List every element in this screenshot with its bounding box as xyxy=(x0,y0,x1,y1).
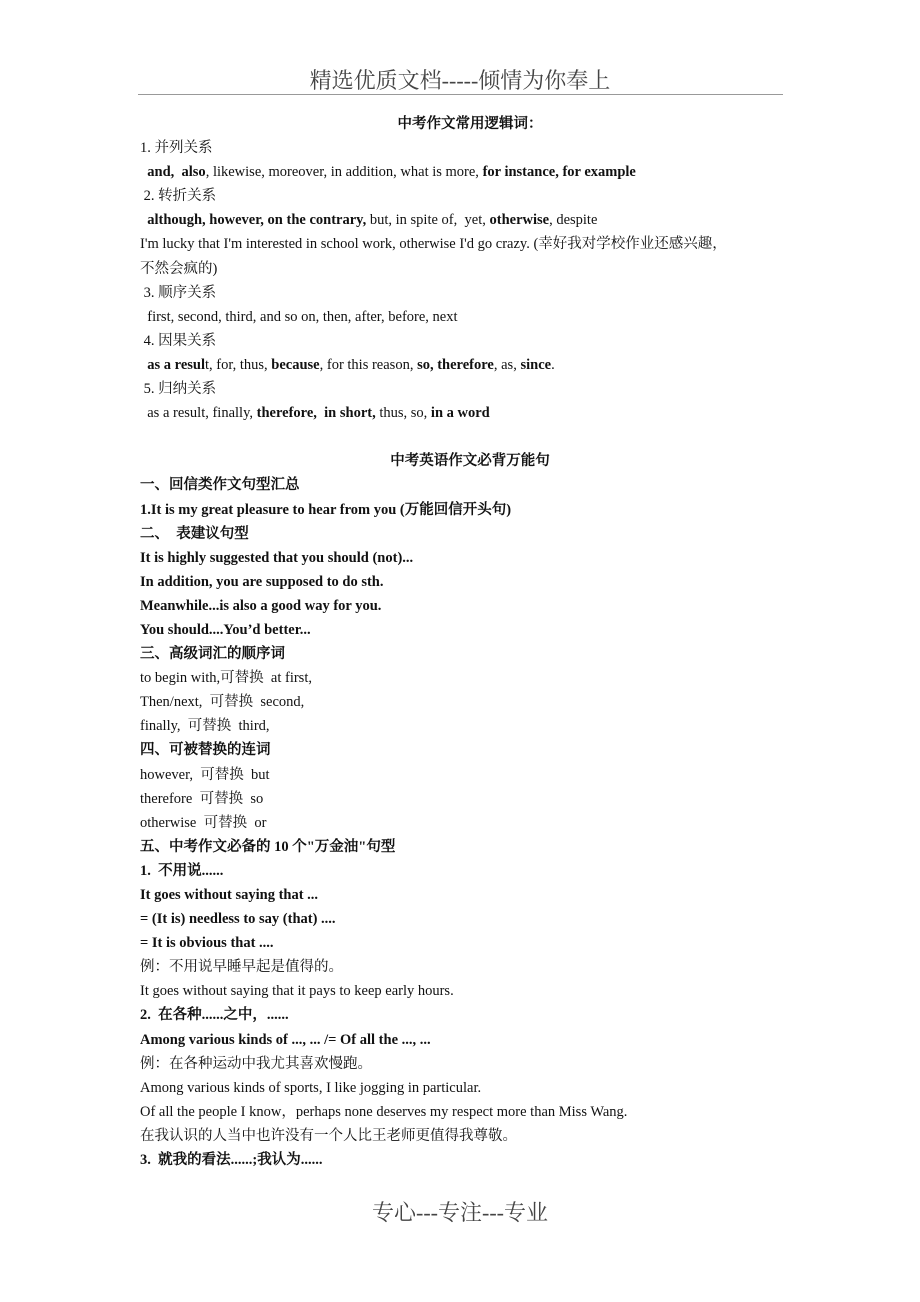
bold-text: It goes without saying that ... xyxy=(140,887,319,903)
text: 例：不用说早睡早起是值得的。 xyxy=(140,959,343,976)
text: Among various kinds of sports, I like jogging in particular. xyxy=(140,1079,482,1096)
bold-text: and, also xyxy=(140,164,206,181)
text-line xyxy=(140,257,800,281)
text-line xyxy=(140,859,800,883)
text-line xyxy=(140,594,800,618)
text: 不然会疯的) xyxy=(140,260,218,277)
text: otherwise 可替换 or xyxy=(140,814,267,831)
text-line xyxy=(140,546,800,570)
bold-text: 四、可被替换的连词 xyxy=(140,742,271,759)
text-line xyxy=(140,1003,800,1027)
text: 5. 归纳关系 xyxy=(140,381,217,398)
text-line xyxy=(140,570,800,594)
text: , for this reason, xyxy=(319,356,418,373)
bold-text: as a resul xyxy=(140,356,205,373)
bold-text: because xyxy=(271,356,320,373)
text: Then/next, 可替换 second, xyxy=(140,694,305,711)
bold-text: = It is obvious that .... xyxy=(140,935,274,952)
bold-text: 1.It is my great pleasure to hear from you (万能回信开头句) xyxy=(140,501,512,518)
text-line xyxy=(140,329,800,353)
text-line xyxy=(140,883,800,907)
text-line xyxy=(140,811,800,835)
text-line xyxy=(140,232,800,256)
bold-text: in a word xyxy=(430,405,490,422)
text: therefore 可替换 so xyxy=(140,790,264,807)
text: 2. 转折关系 xyxy=(140,188,217,205)
text-line xyxy=(140,931,800,955)
text-line xyxy=(140,666,800,690)
text: however, 可替换 but xyxy=(140,766,270,783)
text-line xyxy=(140,305,800,329)
section-heading xyxy=(140,112,800,136)
text-line xyxy=(140,1076,800,1100)
text-line xyxy=(140,690,800,714)
text-line xyxy=(140,160,800,184)
text: but, in spite of, yet, xyxy=(366,212,490,229)
text-line xyxy=(140,979,800,1003)
bold-text: otherwise xyxy=(489,212,550,229)
bold-text: since xyxy=(520,356,552,373)
bold-text: 中考英语作文必背万能句 xyxy=(390,453,550,470)
text-line xyxy=(140,1100,800,1124)
bold-text: In addition, you are supposed to do sth. xyxy=(140,573,384,590)
text: It goes without saying that it pays to keep early hours. xyxy=(140,983,454,1000)
text-line xyxy=(140,642,800,666)
text: I'm lucky that I'm interested in school work, otherwise I'd go crazy. (幸好我对学校作业还感兴趣， xyxy=(140,236,727,253)
text: 3. 顺序关系 xyxy=(140,284,217,301)
text-line xyxy=(140,1052,800,1076)
text-line xyxy=(140,907,800,931)
document-body xyxy=(140,112,800,1172)
bold-text: = (It is) needless to say (that) .... xyxy=(140,911,336,928)
text-line xyxy=(140,522,800,546)
text-line xyxy=(140,473,800,497)
page-header: 精选优质文档-----倾情为你奉上 xyxy=(309,68,611,93)
text-line xyxy=(140,353,800,377)
text: , despite xyxy=(549,212,598,229)
text-line xyxy=(140,136,800,160)
text-line xyxy=(140,1124,800,1148)
text: , as, xyxy=(493,356,521,373)
bold-text: 一、回信类作文句型汇总 xyxy=(140,477,300,494)
text-line xyxy=(140,787,800,811)
text-line xyxy=(140,401,800,425)
bold-text: Among various kinds of ..., ... /= Of all the ..., ... xyxy=(140,1031,431,1048)
text: to begin with,可替换 at first, xyxy=(140,670,312,687)
text: 4. 因果关系 xyxy=(140,332,217,349)
bold-text: although, however, on the contrary, xyxy=(140,212,367,229)
bold-text: 三、高级词汇的顺序词 xyxy=(140,646,285,663)
text: . xyxy=(551,356,555,373)
text: 在我认识的人当中也许没有一个人比王老师更值得我尊敬。 xyxy=(140,1127,517,1144)
text: thus, so, xyxy=(375,405,431,422)
blank-line xyxy=(140,425,800,449)
text: 例：在各种运动中我尤其喜欢慢跑。 xyxy=(140,1055,372,1072)
text: first, second, third, and so on, then, after, before, next xyxy=(140,308,458,325)
bold-text: 2. 在各种......之中，...... xyxy=(140,1007,289,1024)
text-line xyxy=(140,184,800,208)
bold-text: 五、中考作文必备的 10 个"万金油"句型 xyxy=(140,838,396,855)
page-footer: 专心---专注---专业 xyxy=(372,1200,548,1225)
text-line xyxy=(140,377,800,401)
text-line xyxy=(140,955,800,979)
bold-text: You should....You’d better... xyxy=(140,621,311,638)
bold-text: Meanwhile...is also a good way for you. xyxy=(140,597,382,614)
text-line xyxy=(140,1028,800,1052)
bold-text: It is highly suggested that you should (not)... xyxy=(140,549,414,566)
text: , likewise, moreover, in addition, what is more, xyxy=(205,164,483,181)
text-line xyxy=(140,738,800,762)
bold-text: 二、 表建议句型 xyxy=(140,525,249,542)
text: 1. 并列关系 xyxy=(140,140,213,157)
bold-text: so, therefore xyxy=(417,356,494,373)
text-line xyxy=(140,498,800,522)
text-line xyxy=(140,1148,800,1172)
bold-text: 中考作文常用逻辑词： xyxy=(397,116,543,132)
text: as a result, finally, xyxy=(140,405,257,422)
text: finally, 可替换 third, xyxy=(140,718,270,735)
text-line xyxy=(140,763,800,787)
text-line xyxy=(140,714,800,738)
text: t, for, thus, xyxy=(205,356,272,373)
text-line xyxy=(140,835,800,859)
text: Of all the people I know，perhaps none deserves my respect more than Miss Wang. xyxy=(140,1103,628,1120)
text-line xyxy=(140,281,800,305)
text-line xyxy=(140,208,800,232)
bold-text: for instance, for example xyxy=(482,164,636,181)
text-line xyxy=(140,618,800,642)
header-divider xyxy=(138,94,783,95)
bold-text: 1. 不用说...... xyxy=(140,862,224,879)
bold-text: 3. 就我的看法......;我认为...... xyxy=(140,1152,323,1169)
bold-text: therefore, in short, xyxy=(256,405,376,422)
section-heading xyxy=(140,449,800,473)
